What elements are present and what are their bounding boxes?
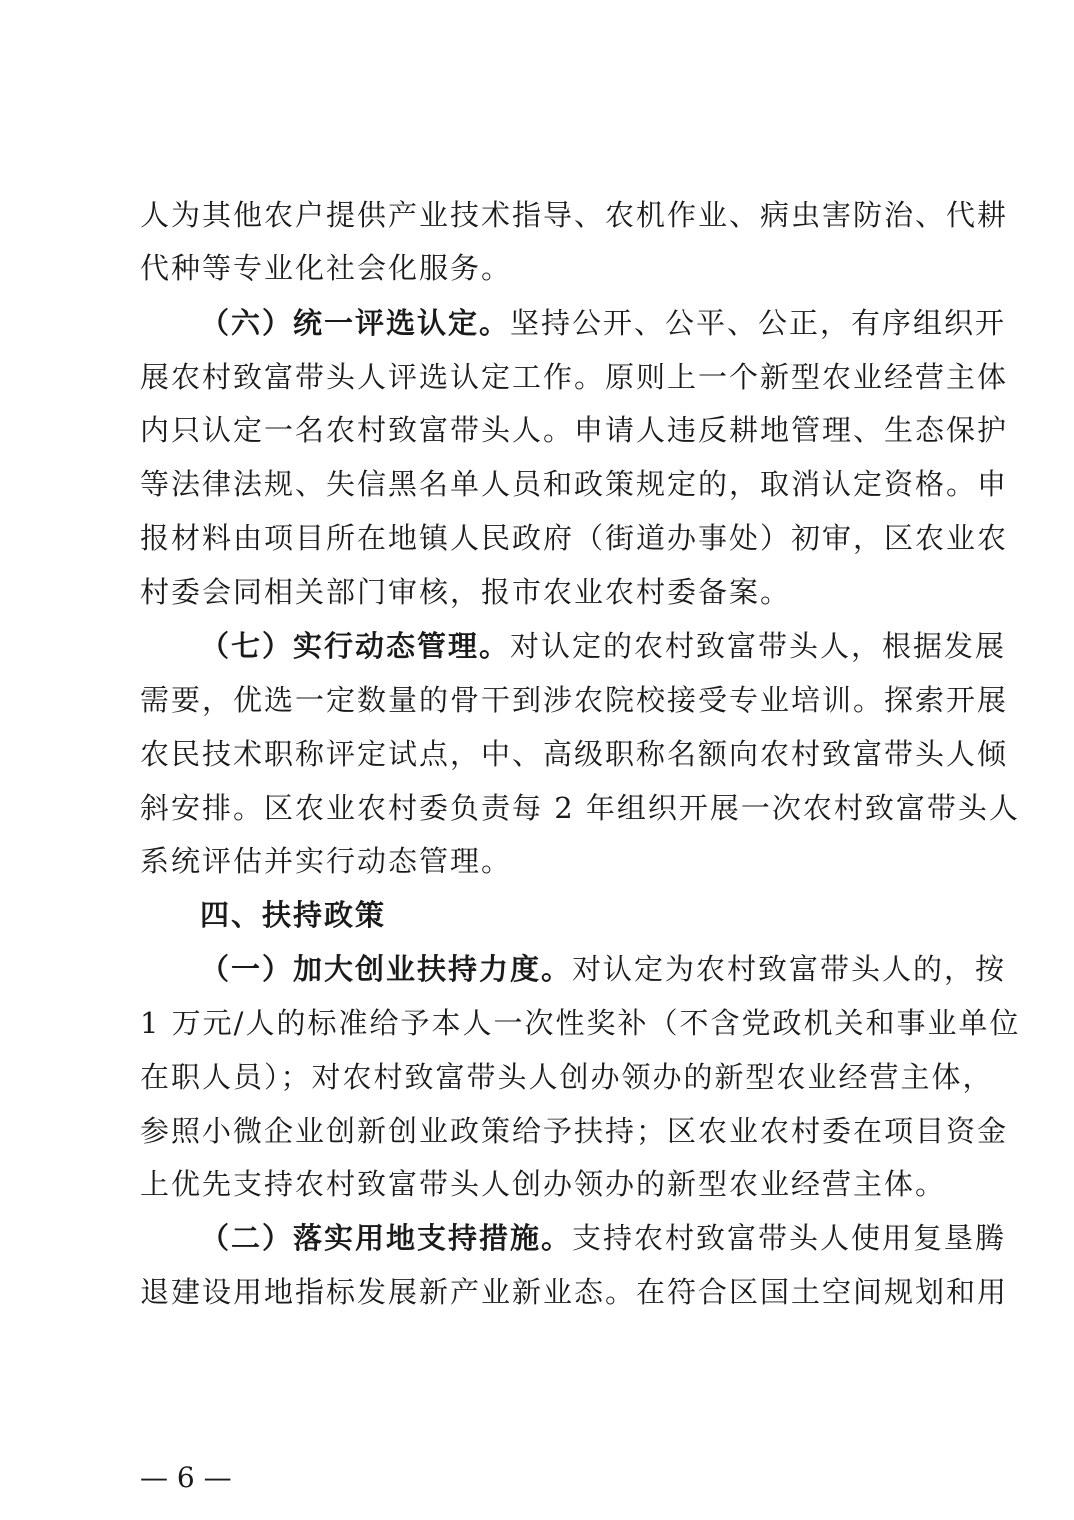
section-heading: （二）落实用地支持措施。 [200, 1221, 573, 1255]
text-line: 需要，优选一定数量的骨干到涉农院校接受专业培训。探索开展 [140, 683, 1009, 717]
text-line: 代种等专业化社会化服务。 [140, 251, 513, 285]
text-line: 上优先支持农村致富带头人创办领办的新型农业经营主体。 [140, 1167, 947, 1201]
paragraph-line [200, 1218, 1007, 1258]
text-span: 对认定为农村致富带头人的，按 [572, 952, 1007, 986]
text-line: 报材料由项目所在地镇人民政府（街道办事处）初审，区农业农 [140, 521, 1009, 555]
text-span: 对认定的农村致富带头人，根据发展 [510, 629, 1007, 663]
page-number: — 6 — [140, 1461, 232, 1494]
section-heading: （六）统一评选认定。 [200, 306, 511, 340]
text-line: 1 万元/人的标准给予本人一次性奖补（不含党政机关和事业单位 [140, 1006, 1021, 1040]
text-line: 斜安排。区农业农村委负责每 2 年组织开展一次农村致富带头人 [140, 791, 1020, 825]
text-line: 展农村致富带头人评选认定工作。原则上一个新型农业经营主体 [140, 360, 1009, 394]
paragraph-line [200, 303, 1007, 343]
text-span: 支持农村致富带头人使用复垦腾 [572, 1221, 1007, 1255]
text-line: 退建设用地指标发展新产业新业态。在符合区国土空间规划和用 [140, 1275, 1009, 1309]
text-line: 人为其他农户提供产业技术指导、农机作业、病虫害防治、代耕 [140, 198, 1009, 232]
section-heading: （一）加大创业扶持力度。 [200, 952, 573, 986]
chapter-heading: 四、扶持政策 [200, 898, 387, 932]
text-line: 系统评估并实行动态管理。 [140, 844, 513, 878]
text-line: 等法律法规、失信黑名单人员和政策规定的，取消认定资格。申 [140, 467, 1009, 501]
text-span: 坚持公开、公平、公正，有序组织开 [510, 306, 1007, 340]
section-heading: （七）实行动态管理。 [200, 629, 511, 663]
text-line: 村委会同相关部门审核，报市农业农村委备案。 [140, 575, 792, 609]
text-line: 农民技术职称评定试点，中、高级职称名额向农村致富带头人倾 [140, 737, 1009, 771]
text-line: 参照小微企业创新创业政策给予扶持；区农业农村委在项目资金 [140, 1114, 1009, 1148]
paragraph-line [200, 949, 1007, 989]
paragraph-line [200, 626, 1007, 666]
text-line: 在职人员）；对农村致富带头人创办领办的新型农业经营主体， [140, 1060, 994, 1094]
text-line: 内只认定一名农村致富带头人。申请人违反耕地管理、生态保护 [140, 413, 1009, 447]
